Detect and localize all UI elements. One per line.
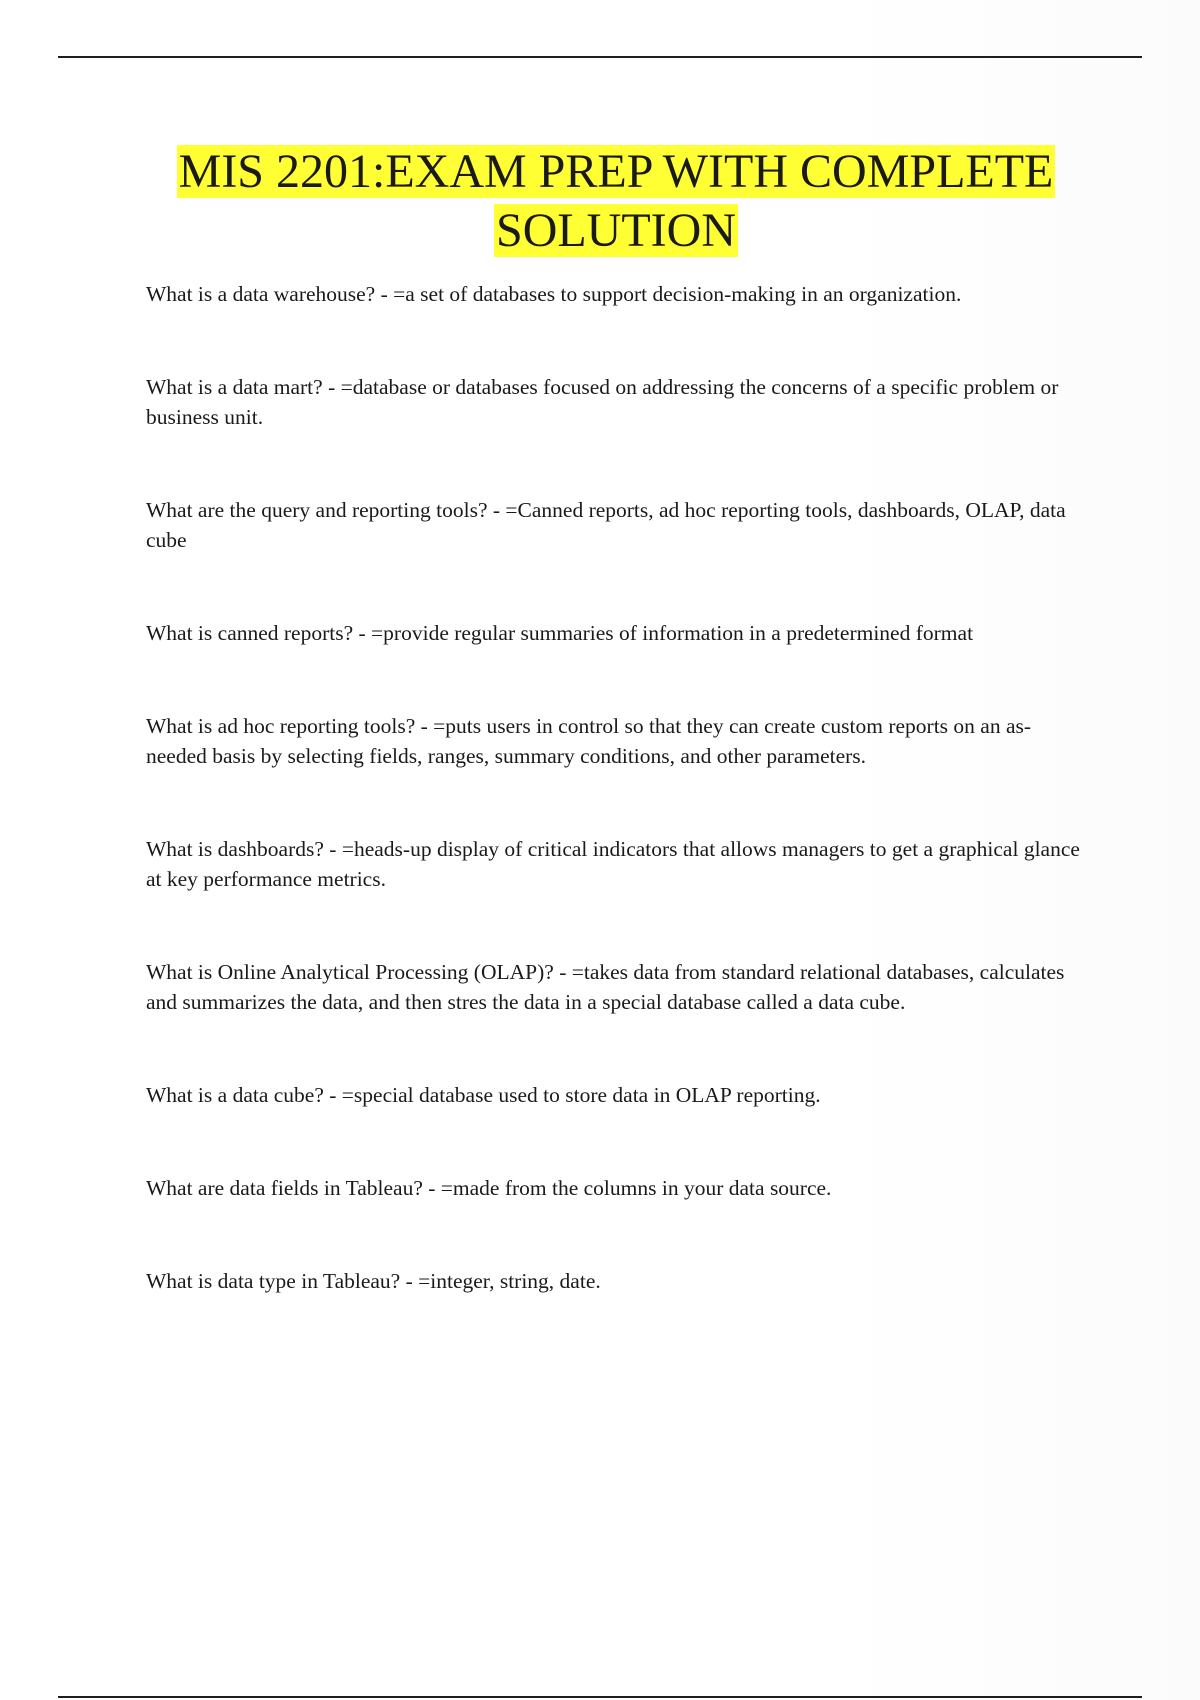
qa-item: What is ad hoc reporting tools? - =puts users in control so that they can create custom reports on an as-needed basis by selecting fields, ranges, summary conditions, and other parameters. xyxy=(146,714,1032,768)
qa-item: What is a data cube? - =special database used to store data in OLAP reporting. xyxy=(146,1083,821,1107)
qa-item: What is data type in Tableau? - =integer, string, date. xyxy=(146,1269,601,1293)
qa-list xyxy=(146,279,1086,1359)
qa-item: What are data fields in Tableau? - =made from the columns in your data source. xyxy=(146,1176,832,1200)
document-title xyxy=(58,142,1174,260)
title-line-2: SOLUTION xyxy=(496,204,736,257)
qa-item: What is canned reports? - =provide regular summaries of information in a predetermined format xyxy=(146,621,974,645)
qa-item: What is a data warehouse? - =a set of databases to support decision-making in an organization. xyxy=(146,282,962,306)
top-rule xyxy=(58,56,1142,58)
bottom-rule xyxy=(58,1696,1142,1698)
qa-item: What is Online Analytical Processing (OLAP)? - =takes data from standard relational databases, calculates and summarizes the data, and then stres the data in a special database called a data cube. xyxy=(146,960,1065,1014)
qa-item: What is a data mart? - =database or databases focused on addressing the concerns of a specific problem or business unit. xyxy=(146,375,1059,429)
title-line-1: MIS 2201:EXAM PREP WITH COMPLETE xyxy=(178,145,1054,198)
qa-item: What is dashboards? - =heads-up display of critical indicators that allows managers to get a graphical glance at key performance metrics. xyxy=(146,837,1080,891)
qa-item: What are the query and reporting tools? - =Canned reports, ad hoc reporting tools, dashboards, OLAP, data cube xyxy=(146,498,1066,552)
